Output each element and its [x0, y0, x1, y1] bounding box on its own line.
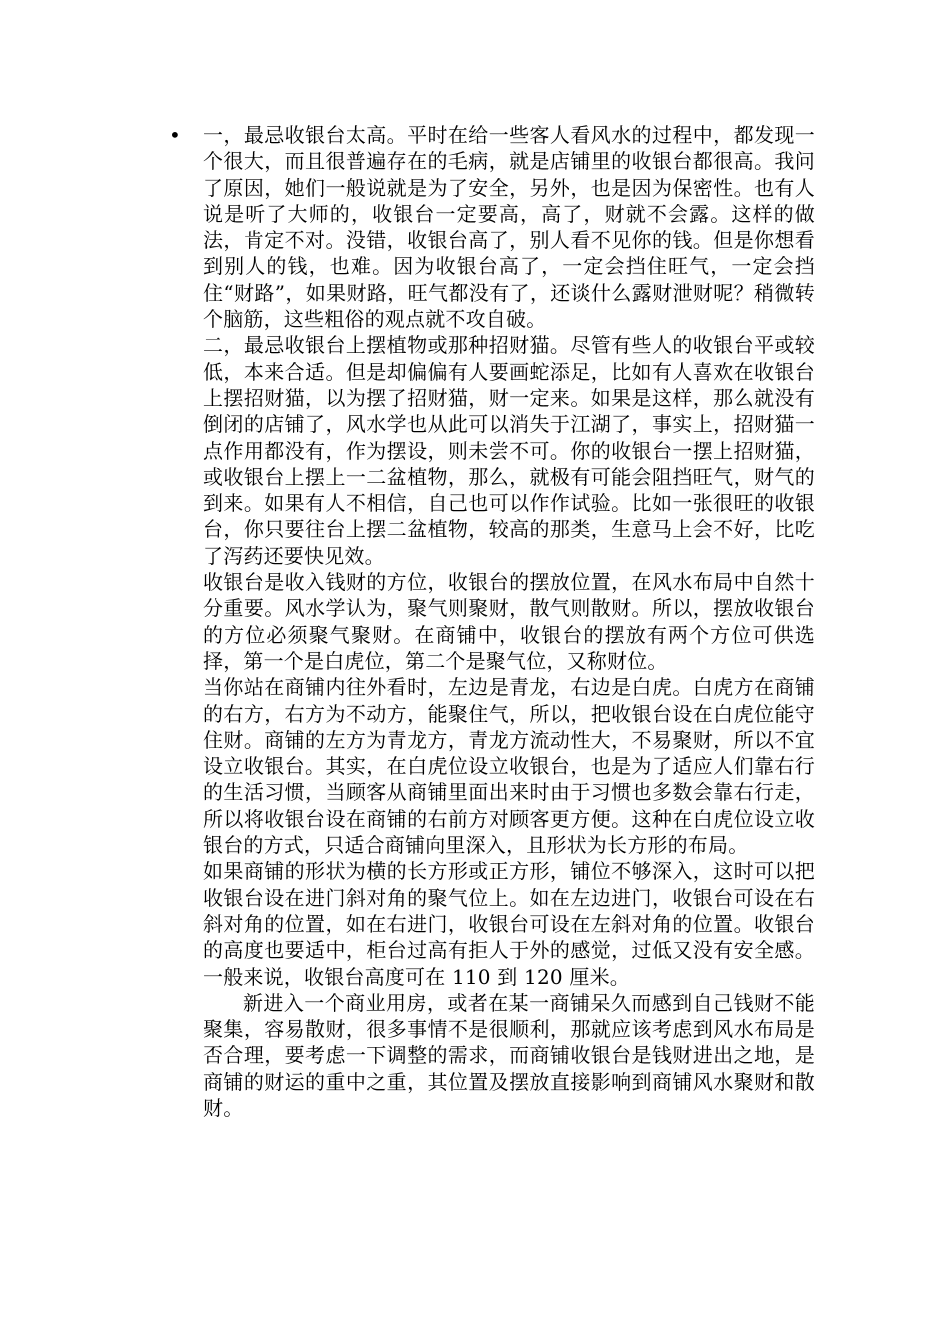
paragraph-2: 二，最忌收银台上摆植物或那种招财猫。尽管有些人的收银台平或较低，本来合适。但是却偏偏有人要画蛇添足，比如有人喜欢在收银台上摆招财猫，以为摆了招财猫，财一定来。如果是这样，那么就没有倒闭的店铺了，风水学也从此可以消失于江湖了，事实上，招财猫一点作用都没有，作为摆设，则未尝不可。你的收银台一摆上招财猫，或收银台上摆上一二盆植物，那么，就极有可能会阻挡旺气，财气的到来。如果有人不相信，自己也可以作作试验。比如一张很旺的收银台，你只要往台上摆二盆植物，较高的那类，生意马上会不好，比吃了泻药还要快见效。 — [203, 333, 815, 568]
paragraph-6: 新进入一个商业用房，或者在某一商铺呆久而感到自己钱财不能聚集，容易散财，很多事情不是很顺利，那就应该考虑到风水布局是否合理，要考虑一下调整的需求，而商铺收银台是钱财进出之地，是商铺的财运的重中之重，其位置及摆放直接影响到商铺风水聚财和散财。 — [203, 990, 815, 1120]
bullet-marker: • — [169, 123, 181, 147]
paragraph-4: 当你站在商铺内往外看时，左边是青龙，右边是白虎。白虎方在商铺的右方，右方为不动方，能聚住气，所以，把收银台设在白虎位能守住财。商铺的左方为青龙方，青龙方流动性大，不易聚财，所以不宜设立收银台。其实，在白虎位设立收银台，也是为了适应人们靠右行的生活习惯，当顾客从商铺里面出来时由于习惯也多数会靠右行走，所以将收银台设在商铺的右前方对顾客更方便。这种在白虎位设立收银台的方式，只适合商铺向里深入，且形状为长方形的布局。 — [203, 675, 815, 858]
paragraph-3: 收银台是收入钱财的方位，收银台的摆放位置，在风水布局中自然十分重要。风水学认为，聚气则聚财，散气则散财。所以，摆放收银台的方位必须聚气聚财。在商铺中，收银台的摆放有两个方位可供选择，第一个是白虎位，第二个是聚气位，又称财位。 — [203, 570, 815, 673]
paragraph-5: 如果商铺的形状为横的长方形或正方形，铺位不够深入，这时可以把收银台设在进门斜对角的聚气位上。如在左边进门，收银台可设在右斜对角的位置，如在右进门，收银台可设在左斜对角的位置。收银台的高度也要适中，柜台过高有拒人于外的感觉，过低又没有安全感。一般来说，收银台高度可在 110 到 120 厘米。 — [203, 859, 815, 989]
document-body — [169, 122, 815, 1121]
paragraph-1: 一，最忌收银台太高。平时在给一些客人看风水的过程中，都发现一个很大，而且很普遍存在的毛病，就是店铺里的收银台都很高。我问了原因，她们一般说就是为了安全，另外，也是因为保密性。也有人说是听了大师的，收银台一定要高，高了，财就不会露。这样的做法，肯定不对。没错，收银台高了，别人看不见你的钱。但是你想看到别人的钱，也难。因为收银台高了，一定会挡住旺气，一定会挡住“财路”，如果财路，旺气都没有了，还谈什么露财泄财呢？稍微转个脑筋，这些粗俗的观点就不攻自破。 — [203, 123, 815, 332]
